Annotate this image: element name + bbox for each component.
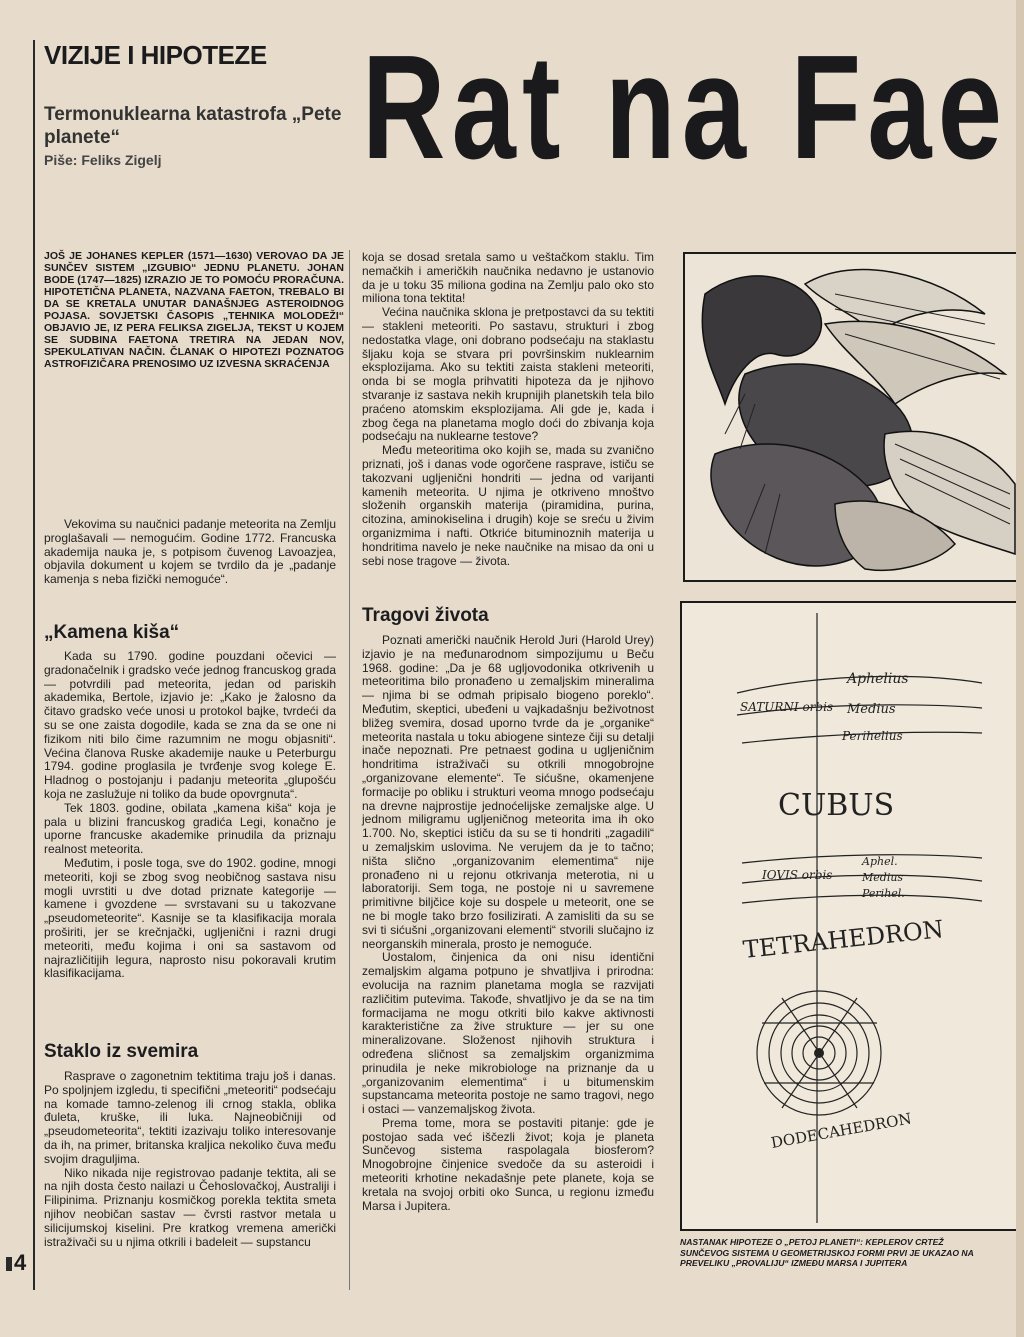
horses-drawing <box>685 254 1019 580</box>
intro-text: Vekovima su naučnici padanje meteorita na Zemlju proglašavali — nemogućim. Godine 1772. Francuska akademija nauka je, s potpisom čuvenog Lavoazjea, objavila dokument u kojem se tvrdilo da je „padanje kamenja s neba fizički nemoguće“. <box>44 517 336 587</box>
staklo-section <box>44 1070 336 1249</box>
label-medius-2: Medius <box>862 871 904 884</box>
phaethon-horses-illustration <box>683 252 1021 582</box>
label-perihelius: Perihelius <box>842 729 903 743</box>
label-tetrahedron: TETRAHEDRON <box>741 915 945 964</box>
kepler-solar-system-diagram <box>682 603 1018 1229</box>
label-medius: Medius <box>847 702 896 717</box>
label-aphel-2: Aphel. <box>862 855 898 868</box>
kamena-paragraph-3: Međutim, i posle toga, sve do 1902. godine, mnogi meteoriti, koji se zbog svog neobičnog sastava nisu mogli uvrstiti u dve dotad priznate kategorije — kamene i gvozdene — svrstavani su u takozvane „pseudometeorite“. Kasnije se ta klasifikacija morala proširiti, jer se krečnjački, ugljenični i razni drugi meteoriti, među kojima i oni sa sastavom od najrazličitijih legura, naprosto nisu pokoravali krutim klasifikacijama. <box>44 855 336 981</box>
staklo-paragraph-1: Rasprave o zagonetnim tektitima traju još i danas. Po spoljnjem izgledu, ti specifični „meteoriti“ podsećaju na komade tamno-zelenog ili crnog stakla, oblika đuleta, kruške, ili luka. Najneobičniji od „pseudometeorita“, tektiti izazivaju toliko interesovanje da ih, na primer, britanska kraljica nekoliko čuva među svojim draguljima. <box>44 1069 336 1166</box>
intro-paragraph <box>44 518 336 587</box>
middle-paragraph-2: Većina naučnika sklona je pretpostavci da su tektiti — stakleni meteoriti. Po sastavu, strukturi i zbog nedostatka vlage, oni dobrano podsećaju na staklastu šljaku koja se stvara pri površinskim nuklearnim eksplozijama. Ako su tektiti zaista stakleni meteoriti, onda bi se mogla prihvatiti hipoteza da je njihovo stvaranje iz sastava nekih krupnijih planetskih tela bilo praćeno atomskim eksplozijama. Ali gde je, kada i zbog čega na planetama moglo doći do zbivanja koja podsećaju na nuklearne testove? <box>362 305 654 444</box>
page-number-bar <box>6 1257 12 1271</box>
page-right-edge <box>1016 0 1024 1337</box>
label-perihel-2: Perihel. <box>862 887 905 900</box>
lead-paragraph: JOŠ JE JOHANES KEPLER (1571—1630) VEROVAO DA JE SUNČEV SISTEM „IZGUBIO“ JEDNU PLANETU. JOHAN BODE (1747—1825) IZRAZIO JE TO POMOĆU PRORAČUNA. HIPOTETIČNA PLANETA, NAZVANA FAETON, TREBALO BI DA SE KRETALA UNUTAR DANAŠNJEG ASTEROIDNOG POJASA. SOVJETSKI ČASOPIS „TEHNIKA MOLODEŽI“ OBJAVIO JE, IZ PERA FELIKSA ZIGELJA, TEKST U KOJEM SE SUDBINA FAETONA TRETIRA NA JEDAN NOV, SPEKULATIVAN NAČIN. ČLANAK O HIPOTEZI POZNATOG ASTROFIZIČARA PRENOSIMO UZ IZVESNA SKRAĆENJA <box>44 250 344 370</box>
tragovi-paragraph-3: Prema tome, mora se postaviti pitanje: gde je postojao sada već iščezli život; koja je planeta Sunčevog sistema raspolagala biosferom? Mnogobrojne činjenice svedoče da su asteroidi i meteoriti krhotine nekadašnje pete planete, koja se kretala na svojoj orbiti oko Sunca, u regionu između Marsa i Jupitera. <box>362 1115 654 1213</box>
column-divider <box>349 250 350 1290</box>
middle-paragraph-3: Među meteoritima oko kojih se, mada su zvanično priznati, još i danas vode ogorčene rasprave, ističu se takozvani ugljenični hondriti — jedna od varijanti kamenih meteorita. U njima je otkriveno mnoštvo složenih organskih materija (piramidina, purina, citozina, aminokiselina i drugih) koje se sreću u živim organizmima i nafti. Otkriće bituminoznih materija u hondritima navelo je neke naučnike na misao da oni u sebi nose tragove — života. <box>362 443 654 568</box>
label-cubus: CUBUS <box>778 788 895 823</box>
left-vertical-rule <box>33 40 35 1290</box>
label-dodecahedron: DODECAHEDRON <box>769 1109 913 1152</box>
heading-kamena-kisa: „Kamena kiša“ <box>44 622 180 643</box>
page-number <box>6 1250 26 1276</box>
figure-caption: NASTANAK HIPOTEZE O „PETOJ PLANETI“: KEPLEROV CRTEŽ SUNČEVOG SISTEMA U GEOMETRIJSKOJ FORMI PRVI JE UKAZAO NA PREVELIKU „PROVALIJU“ IZMEĐU MARSA I JUPITERA <box>680 1237 974 1268</box>
tragovi-section <box>362 634 654 1213</box>
tragovi-paragraph-1: Poznati američki naučnik Herold Juri (Harold Urey) izjavio je na međunarodnom simpozijumu u Beču 1968. godine: „Da je 68 ugljovodonika otkrivenih u meteoritima bilo pronađeno u zemaljskim mineralima — njima bi se odmah pripisalo biogeno poreklo“. Međutim, skeptici, ubeđeni u vajkadašnju beživotnost bližeg svemira, dosad uporno tvrde da je „organike“ meteorita nastala u toku abiogene sinteze čiji su detalji inače nepoznati. Pre petnaest godina u ugljeničnim hondritima istraživači su otkrili mnogobrojne „organizovane elemente“. Te sićušne, okamenjene formacije po obliku i strukturi veoma mnogo podsećaju na drevne najprostije jednoćelijske zemaljske alge. U jednom miligramu ugljeničnog meteorita ima ih oko 1.700. No, skeptici ističu da su se ti hondriti „zagadili“ u zemaljskim uslovima. Ne verujem da je to tačno; ništa slično „organizovanim elementima“ nije pronađeno ni u rejonu otkrivanja meterotia, ni u laboratoriji. Sem toga, ne postoje ni u savremene primitivne biljčice koje su dospele u meteorit, one se ne bi mogle tako brzo fosilizirati. A zamisliti da su se svi ti sićušni „organizovani elementi“ stvorili slučajno iz neorganskih minerala, prosto je nemoguće. <box>362 633 654 951</box>
tragovi-paragraph-2: Uostalom, činjenica da oni nisu identični zemaljskim algama potpuno je shvatljiva i prirodna: evolucija na raznim planetama mogla se razvijati različitim putevima. Takođe, shvatljivo je da se na tim formacijama ne mogu otkriti bilo kakve aktivnosti karakteristične za žive strukture — jer su one mineralizovane. Složenost njihovih struktura i određena sličnost sa zemaljskim organizmima prinudila je neke mikrobiologe na priznanje da u „organizovanim elementima“ i u bitumenskim supstancama meteorita postoje ne samo tragovi, nego i ostaci — vanzemaljskog života. <box>362 950 654 1117</box>
page-number-text: 4 <box>14 1250 27 1275</box>
kamena-paragraph-1: Kada su 1790. godine pouzdani očevici — gradonačelnik i gradsko veće jednog francuskog grada — potvrdili pad meteorita, jedan od pariskih akademika, Bertole, izjavio je: „Kako je žalosno da čitavo gradsko veće unosi u protokol bajke, tvrdeći da su se one zaista dogodile, kada se zna da se one ni fizikom niti bilo čime razumnim ne mogu objasniti“. Većina članova Ruske akademije nauke u Peterburgu 1794. godine proglasila je tvrđenje svog kolege E. Hladnog o postojanju i padanju meteorita „glupošću koja ne zaslužuje ni toliko da bude opovrgnuta“. <box>44 649 336 801</box>
article-subtitle: Termonuklearna katastrofa „Pete planete“ <box>44 104 342 148</box>
staklo-paragraph-2: Niko nikada nije registrovao padanje tektita, ali se na njih dosta često nailazi u Čehoslovačkoj, Australiji i Filipinima. Priznanju kosmičkog porekla tektita smeta njihov neobičan sastav — čvrsti rastvor metala u silicijumskoj kiselini. Pre kratkog vremena američki istraživači su u njima otkrili i badeleit — supstancu <box>44 1165 336 1249</box>
heading-tragovi-zivota: Tragovi života <box>362 605 489 626</box>
middle-column-top <box>362 251 654 568</box>
heading-staklo-iz-svemira: Staklo iz svemira <box>44 1041 199 1062</box>
author-byline: Piše: Feliks Zigelj <box>44 152 162 168</box>
article-headline: Rat na Fae <box>362 25 1009 190</box>
middle-paragraph-1: koja se dosad sretala samo u veštačkom staklu. Tim nemačkih i američkih naučnika nedavno je ustanovio da je u toku 35 miliona godina na Zemlju palo oko sto miliona tona tektita! <box>362 250 654 306</box>
kamena-section <box>44 650 336 981</box>
kamena-paragraph-2: Tek 1803. godine, obilata „kamena kiša“ koja je pala u blizini francuskog gradića Legi, konačno je uporne francuske akademike prinudila da priznaju realnost meteorita. <box>44 800 336 857</box>
label-saturni: SATURNI orbis <box>740 700 834 714</box>
label-aphelius: Aphelius <box>847 671 909 687</box>
section-label: VIZIJE I HIPOTEZE <box>44 40 267 70</box>
kepler-diagram-illustration <box>680 601 1020 1231</box>
label-iovis: IOVIS orbis <box>762 868 833 882</box>
